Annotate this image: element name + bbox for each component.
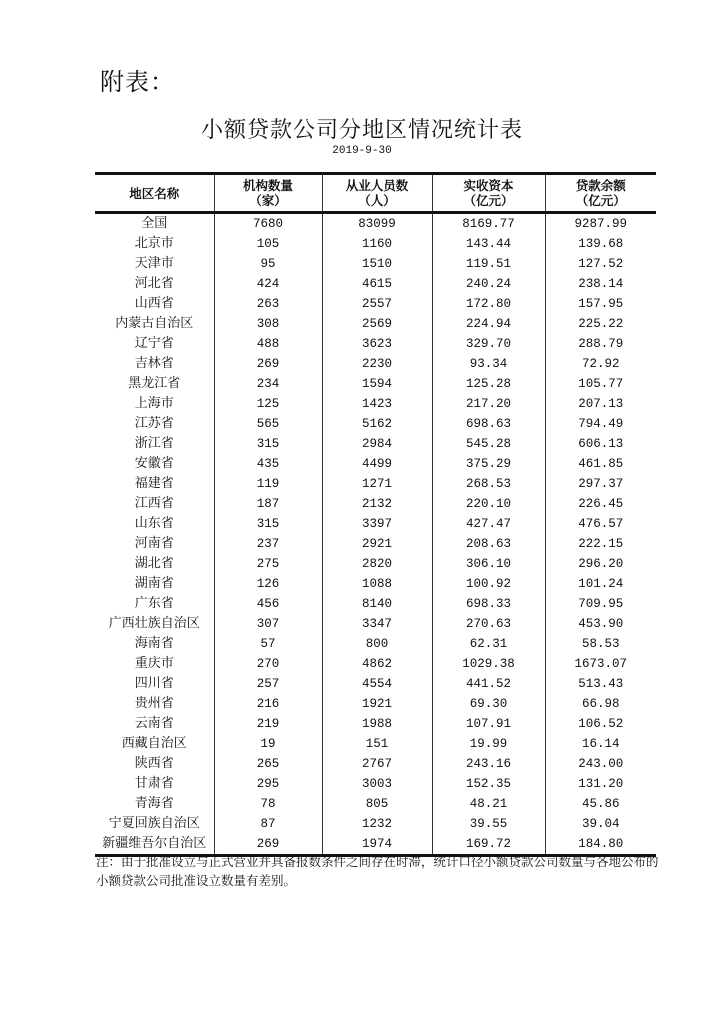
value-cell: 8169.77 bbox=[432, 213, 545, 235]
value-cell: 315 bbox=[214, 434, 322, 454]
region-name-cell: 云南省 bbox=[134, 716, 174, 731]
value-cell: 800 bbox=[322, 634, 432, 654]
region-name-cell: 宁夏回族自治区 bbox=[108, 816, 200, 831]
table-row bbox=[95, 774, 656, 794]
value-cell: 217.20 bbox=[432, 394, 545, 414]
column-header-label: 地区名称 bbox=[129, 185, 180, 201]
value-cell: 2820 bbox=[322, 554, 432, 574]
table-row bbox=[95, 294, 656, 314]
region-name-cell: 福建省 bbox=[134, 476, 174, 491]
table-row bbox=[95, 794, 656, 814]
region-name-cell: 湖北省 bbox=[134, 556, 174, 571]
value-cell: 93.34 bbox=[432, 354, 545, 374]
value-cell: 66.98 bbox=[545, 694, 656, 714]
region-name-cell: 青海省 bbox=[134, 796, 174, 811]
footnote: 注：由于批准设立与正式营业并具备报数条件之间存在时滞，统计口径小额贷款公司数量与各地公布的小额贷款公司批准设立数量有差别。 bbox=[96, 854, 659, 888]
value-cell: 208.63 bbox=[432, 534, 545, 554]
value-cell: 4862 bbox=[322, 654, 432, 674]
value-cell: 1423 bbox=[322, 394, 432, 414]
column-header bbox=[322, 174, 432, 213]
value-cell: 119 bbox=[214, 474, 322, 494]
table-row bbox=[95, 314, 656, 334]
column-header bbox=[95, 174, 214, 213]
value-cell: 106.52 bbox=[545, 714, 656, 734]
value-cell: 78 bbox=[214, 794, 322, 814]
table-row bbox=[95, 514, 656, 534]
value-cell: 95 bbox=[214, 254, 322, 274]
value-cell: 606.13 bbox=[545, 434, 656, 454]
value-cell: 257 bbox=[214, 674, 322, 694]
table-row bbox=[95, 814, 656, 834]
value-cell: 1974 bbox=[322, 834, 432, 856]
statistics-table bbox=[95, 172, 656, 857]
value-cell: 297.37 bbox=[545, 474, 656, 494]
region-name-cell: 山东省 bbox=[134, 516, 174, 531]
region-name-cell: 北京市 bbox=[134, 236, 174, 251]
value-cell: 5162 bbox=[322, 414, 432, 434]
value-cell: 139.68 bbox=[545, 234, 656, 254]
table-row bbox=[95, 234, 656, 254]
value-cell: 565 bbox=[214, 414, 322, 434]
column-header-label: 实收资本 bbox=[463, 178, 514, 193]
value-cell: 308 bbox=[214, 314, 322, 334]
region-name-cell: 安徽省 bbox=[134, 456, 174, 471]
table-row bbox=[95, 734, 656, 754]
value-cell: 169.72 bbox=[432, 834, 545, 856]
value-cell: 441.52 bbox=[432, 674, 545, 694]
column-header-unit: （亿元） bbox=[575, 193, 626, 208]
value-cell: 296.20 bbox=[545, 554, 656, 574]
value-cell: 306.10 bbox=[432, 554, 545, 574]
value-cell: 709.95 bbox=[545, 594, 656, 614]
value-cell: 19.99 bbox=[432, 734, 545, 754]
table-row bbox=[95, 474, 656, 494]
value-cell: 3397 bbox=[322, 514, 432, 534]
table-row bbox=[95, 334, 656, 354]
value-cell: 69.30 bbox=[432, 694, 545, 714]
table-row bbox=[95, 694, 656, 714]
value-cell: 1594 bbox=[322, 374, 432, 394]
value-cell: 216 bbox=[214, 694, 322, 714]
value-cell: 424 bbox=[214, 274, 322, 294]
value-cell: 19 bbox=[214, 734, 322, 754]
value-cell: 435 bbox=[214, 454, 322, 474]
region-name-cell: 新疆维吾尔自治区 bbox=[95, 834, 214, 856]
region-name-cell: 贵州省 bbox=[134, 696, 174, 711]
value-cell: 315 bbox=[214, 514, 322, 534]
value-cell: 453.90 bbox=[545, 614, 656, 634]
value-cell: 270 bbox=[214, 654, 322, 674]
value-cell: 125 bbox=[214, 394, 322, 414]
value-cell: 2984 bbox=[322, 434, 432, 454]
value-cell: 3623 bbox=[322, 334, 432, 354]
table-row bbox=[95, 434, 656, 454]
value-cell: 8140 bbox=[322, 594, 432, 614]
value-cell: 234 bbox=[214, 374, 322, 394]
value-cell: 184.80 bbox=[545, 834, 656, 856]
table-row bbox=[95, 274, 656, 294]
value-cell: 62.31 bbox=[432, 634, 545, 654]
value-cell: 4554 bbox=[322, 674, 432, 694]
value-cell: 265 bbox=[214, 754, 322, 774]
value-cell: 126 bbox=[214, 574, 322, 594]
value-cell: 172.80 bbox=[432, 294, 545, 314]
value-cell: 2132 bbox=[322, 494, 432, 514]
table-row bbox=[95, 614, 656, 634]
value-cell: 39.04 bbox=[545, 814, 656, 834]
value-cell: 105 bbox=[214, 234, 322, 254]
region-name-cell: 湖南省 bbox=[134, 576, 174, 591]
region-name-cell: 上海市 bbox=[134, 396, 174, 411]
value-cell: 513.43 bbox=[545, 674, 656, 694]
value-cell: 237 bbox=[214, 534, 322, 554]
region-name-cell: 四川省 bbox=[134, 676, 174, 691]
value-cell: 45.86 bbox=[545, 794, 656, 814]
value-cell: 119.51 bbox=[432, 254, 545, 274]
value-cell: 1029.38 bbox=[432, 654, 545, 674]
value-cell: 263 bbox=[214, 294, 322, 314]
value-cell: 288.79 bbox=[545, 334, 656, 354]
value-cell: 545.28 bbox=[432, 434, 545, 454]
region-name-cell: 甘肃省 bbox=[134, 776, 174, 791]
value-cell: 270.63 bbox=[432, 614, 545, 634]
value-cell: 427.47 bbox=[432, 514, 545, 534]
value-cell: 698.63 bbox=[432, 414, 545, 434]
table-row bbox=[95, 554, 656, 574]
value-cell: 107.91 bbox=[432, 714, 545, 734]
region-name-cell: 西藏自治区 bbox=[121, 736, 187, 751]
region-name-cell: 内蒙古自治区 bbox=[115, 316, 194, 331]
column-header-label: 从业人员数 bbox=[345, 178, 409, 193]
table-row bbox=[95, 714, 656, 734]
value-cell: 226.45 bbox=[545, 494, 656, 514]
region-name-cell: 海南省 bbox=[134, 636, 174, 651]
value-cell: 143.44 bbox=[432, 234, 545, 254]
region-name-cell: 浙江省 bbox=[134, 436, 174, 451]
value-cell: 87 bbox=[214, 814, 322, 834]
value-cell: 2921 bbox=[322, 534, 432, 554]
region-name-cell: 河南省 bbox=[134, 536, 174, 551]
table-row bbox=[95, 494, 656, 514]
region-name-cell: 陕西省 bbox=[134, 756, 174, 771]
value-cell: 157.95 bbox=[545, 294, 656, 314]
value-cell: 4615 bbox=[322, 274, 432, 294]
table-title: 小额贷款公司分地区情况统计表 bbox=[200, 118, 523, 143]
value-cell: 57 bbox=[214, 634, 322, 654]
value-cell: 794.49 bbox=[545, 414, 656, 434]
column-header-unit: （人） bbox=[358, 193, 396, 208]
value-cell: 224.94 bbox=[432, 314, 545, 334]
value-cell: 105.77 bbox=[545, 374, 656, 394]
value-cell: 268.53 bbox=[432, 474, 545, 494]
value-cell: 101.24 bbox=[545, 574, 656, 594]
table-row bbox=[95, 654, 656, 674]
value-cell: 295 bbox=[214, 774, 322, 794]
table-row bbox=[95, 414, 656, 434]
column-header bbox=[545, 174, 656, 213]
value-cell: 2230 bbox=[322, 354, 432, 374]
table-row bbox=[95, 454, 656, 474]
table-row bbox=[95, 254, 656, 274]
value-cell: 127.52 bbox=[545, 254, 656, 274]
region-name-cell: 重庆市 bbox=[134, 656, 174, 671]
value-cell: 307 bbox=[214, 614, 322, 634]
value-cell: 805 bbox=[322, 794, 432, 814]
value-cell: 131.20 bbox=[545, 774, 656, 794]
value-cell: 151 bbox=[322, 734, 432, 754]
value-cell: 100.92 bbox=[432, 574, 545, 594]
column-header bbox=[432, 174, 545, 213]
value-cell: 58.53 bbox=[545, 634, 656, 654]
value-cell: 219 bbox=[214, 714, 322, 734]
value-cell: 243.16 bbox=[432, 754, 545, 774]
value-cell: 9287.99 bbox=[545, 213, 656, 235]
table-row bbox=[95, 594, 656, 614]
value-cell: 1088 bbox=[322, 574, 432, 594]
value-cell: 275 bbox=[214, 554, 322, 574]
table-date: 2019-9-30 bbox=[332, 145, 392, 157]
value-cell: 225.22 bbox=[545, 314, 656, 334]
value-cell: 1232 bbox=[322, 814, 432, 834]
value-cell: 152.35 bbox=[432, 774, 545, 794]
column-header bbox=[214, 174, 322, 213]
value-cell: 1673.07 bbox=[545, 654, 656, 674]
value-cell: 240.24 bbox=[432, 274, 545, 294]
value-cell: 269 bbox=[214, 354, 322, 374]
value-cell: 1160 bbox=[322, 234, 432, 254]
value-cell: 329.70 bbox=[432, 334, 545, 354]
value-cell: 48.21 bbox=[432, 794, 545, 814]
value-cell: 269 bbox=[214, 834, 322, 856]
value-cell: 2767 bbox=[322, 754, 432, 774]
value-cell: 476.57 bbox=[545, 514, 656, 534]
value-cell: 16.14 bbox=[545, 734, 656, 754]
column-header-label: 机构数量 bbox=[242, 178, 293, 193]
value-cell: 461.85 bbox=[545, 454, 656, 474]
value-cell: 2557 bbox=[322, 294, 432, 314]
region-name-cell: 辽宁省 bbox=[134, 336, 174, 351]
table-row bbox=[95, 534, 656, 554]
table-row bbox=[95, 674, 656, 694]
value-cell: 207.13 bbox=[545, 394, 656, 414]
region-name-cell: 吉林省 bbox=[134, 356, 174, 371]
value-cell: 375.29 bbox=[432, 454, 545, 474]
value-cell: 72.92 bbox=[545, 354, 656, 374]
region-name-cell: 江苏省 bbox=[134, 416, 174, 431]
region-name-cell: 全国 bbox=[141, 216, 168, 231]
table-row bbox=[95, 394, 656, 414]
value-cell: 83099 bbox=[322, 213, 432, 235]
table-row bbox=[95, 574, 656, 594]
column-header-unit: （家） bbox=[249, 193, 287, 208]
table-row bbox=[95, 754, 656, 774]
region-name-cell: 山西省 bbox=[134, 296, 174, 311]
value-cell: 187 bbox=[214, 494, 322, 514]
column-header-label: 贷款余额 bbox=[575, 178, 626, 193]
value-cell: 488 bbox=[214, 334, 322, 354]
value-cell: 456 bbox=[214, 594, 322, 614]
value-cell: 1921 bbox=[322, 694, 432, 714]
region-name-cell: 广东省 bbox=[134, 596, 174, 611]
value-cell: 3347 bbox=[322, 614, 432, 634]
region-name-cell: 广西壮族自治区 bbox=[108, 616, 200, 631]
value-cell: 7680 bbox=[214, 213, 322, 235]
appendix-label: 附表： bbox=[100, 68, 175, 96]
value-cell: 1271 bbox=[322, 474, 432, 494]
value-cell: 222.15 bbox=[545, 534, 656, 554]
table-row bbox=[95, 213, 656, 235]
value-cell: 1510 bbox=[322, 254, 432, 274]
value-cell: 243.00 bbox=[545, 754, 656, 774]
value-cell: 4499 bbox=[322, 454, 432, 474]
table-row bbox=[95, 374, 656, 394]
value-cell: 220.10 bbox=[432, 494, 545, 514]
region-name-cell: 黑龙江省 bbox=[128, 376, 181, 391]
table-header-row bbox=[95, 174, 656, 213]
table-body bbox=[95, 213, 656, 856]
value-cell: 2569 bbox=[322, 314, 432, 334]
table-row bbox=[95, 634, 656, 654]
value-cell: 1988 bbox=[322, 714, 432, 734]
value-cell: 3003 bbox=[322, 774, 432, 794]
value-cell: 238.14 bbox=[545, 274, 656, 294]
value-cell: 39.55 bbox=[432, 814, 545, 834]
region-name-cell: 天津市 bbox=[134, 256, 174, 271]
value-cell: 125.28 bbox=[432, 374, 545, 394]
region-name-cell: 河北省 bbox=[134, 276, 174, 291]
table-row bbox=[95, 354, 656, 374]
region-name-cell: 江西省 bbox=[134, 496, 174, 511]
value-cell: 698.33 bbox=[432, 594, 545, 614]
column-header-unit: （亿元） bbox=[463, 193, 514, 208]
